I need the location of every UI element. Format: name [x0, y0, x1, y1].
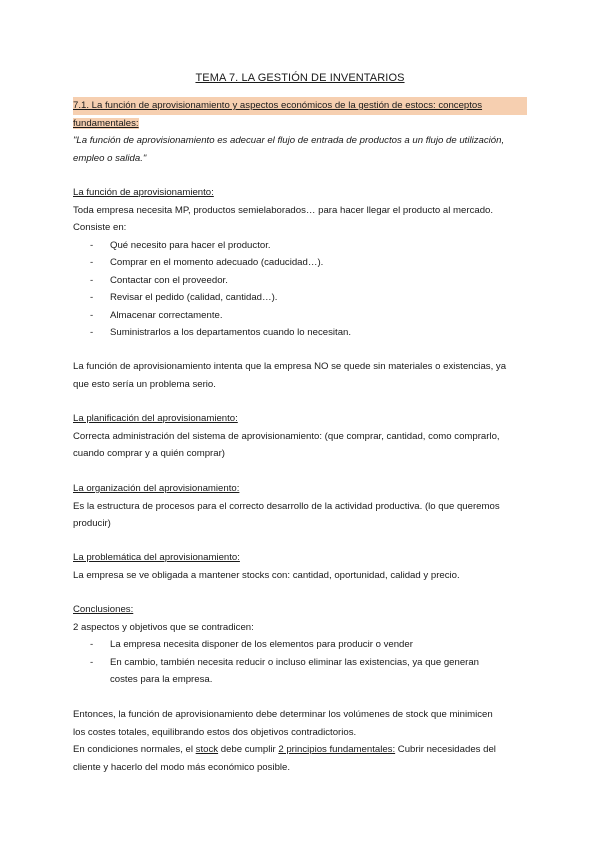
list-item: - Comprar en el momento adecuado (caducidad…). [90, 257, 324, 268]
list-item: - En cambio, también necesita reducir o incluso eliminar las existencias, ya que generan [90, 656, 480, 668]
funcion-line-1: Toda empresa necesita MP, productos semielaborados… para hacer llegar el producto al mercado. [73, 204, 494, 216]
list-item: - Contactar con el proveedor. [90, 274, 228, 286]
problematica-line-1: La empresa se ve obligada a mantener stocks con: cantidad, oportunidad, calidad y precio. [73, 569, 460, 581]
funcion-paragraph-line-2: que esto sería un problema serio. [73, 378, 216, 390]
section-heading [73, 97, 527, 167]
organizacion-line-2: producir) [73, 518, 111, 529]
funcion-paragraph [73, 358, 527, 393]
section-heading-line-1: 7.1. La función de aprovisionamiento y aspectos económicos de la gestión de estocs: conceptos [73, 97, 527, 115]
conclusiones-paragraph-1-line-2: los costes totales, equilibrando estos dos objetivos contradictorios. [73, 726, 357, 738]
problematica-heading: La problemática del aprovisionamiento: [73, 552, 240, 563]
planificacion-line-2: cuando comprar y a quién comprar) [73, 448, 225, 459]
list-item: - Qué necesito para hacer el productor. [90, 239, 271, 251]
conclusiones-line-1: 2 aspectos y objetivos que se contradicen: [73, 621, 254, 633]
stock-term: stock [195, 744, 219, 755]
planificacion-line-1: Correcta administración del sistema de aprovisionamiento: (que comprar, cantidad, como comprarlo, [73, 430, 500, 442]
list-item: costes para la empresa. [110, 674, 213, 685]
funcion-section [73, 184, 527, 342]
planificacion-heading: La planificación del aprovisionamiento: [73, 413, 238, 424]
funcion-paragraph-line-1: La función de aprovisionamiento intenta que la empresa NO se quede sin materiales o existencias, ya [73, 361, 507, 372]
document-title: TEMA 7. LA GESTIÓN DE INVENTARIOS [195, 72, 405, 84]
conclusiones-heading: Conclusiones: [73, 604, 134, 615]
definition-quote-line-2: empleo o salida." [73, 152, 147, 164]
conclusiones-paragraph-2-line-1: En condiciones normales, el stock debe cumplir 2 principios fundamentales: Cubrir necesidades del [73, 741, 527, 759]
problematica-section [73, 549, 527, 584]
definition-quote-line-1: "La función de aprovisionamiento es adecuar el flujo de entrada de productos a un flujo de utilización, [73, 135, 505, 146]
list-item: - Revisar el pedido (calidad, cantidad…). [90, 292, 278, 303]
conclusiones-paragraph-2-line-2: cliente y hacerlo del modo más económico posible. [73, 761, 291, 773]
conclusiones-list [73, 636, 527, 689]
planificacion-section [73, 410, 527, 463]
conclusiones-section [73, 601, 527, 689]
organizacion-line-1: Es la estructura de procesos para el correcto desarrollo de la actividad productiva. (lo que queremos [73, 500, 500, 512]
section-heading-line-2: fundamentales: [73, 117, 139, 129]
funcion-list [73, 237, 527, 342]
list-item: - La empresa necesita disponer de los elementos para producir o vender [90, 639, 413, 650]
list-item: - Suministrarlos a los departamentos cuando lo necesitan. [90, 327, 352, 338]
conclusiones-paragraph-1 [73, 706, 527, 776]
list-item: - Almacenar correctamente. [90, 309, 223, 321]
principios-term: 2 principios fundamentales: [278, 744, 396, 755]
conclusiones-paragraph-1-line-1: Entonces, la función de aprovisionamiento debe determinar los volúmenes de stock que minimicen [73, 709, 493, 720]
funcion-line-2: Consiste en: [73, 222, 127, 233]
organizacion-section [73, 480, 527, 533]
organizacion-heading: La organización del aprovisionamiento: [73, 483, 240, 494]
funcion-heading: La función de aprovisionamiento: [73, 187, 214, 198]
